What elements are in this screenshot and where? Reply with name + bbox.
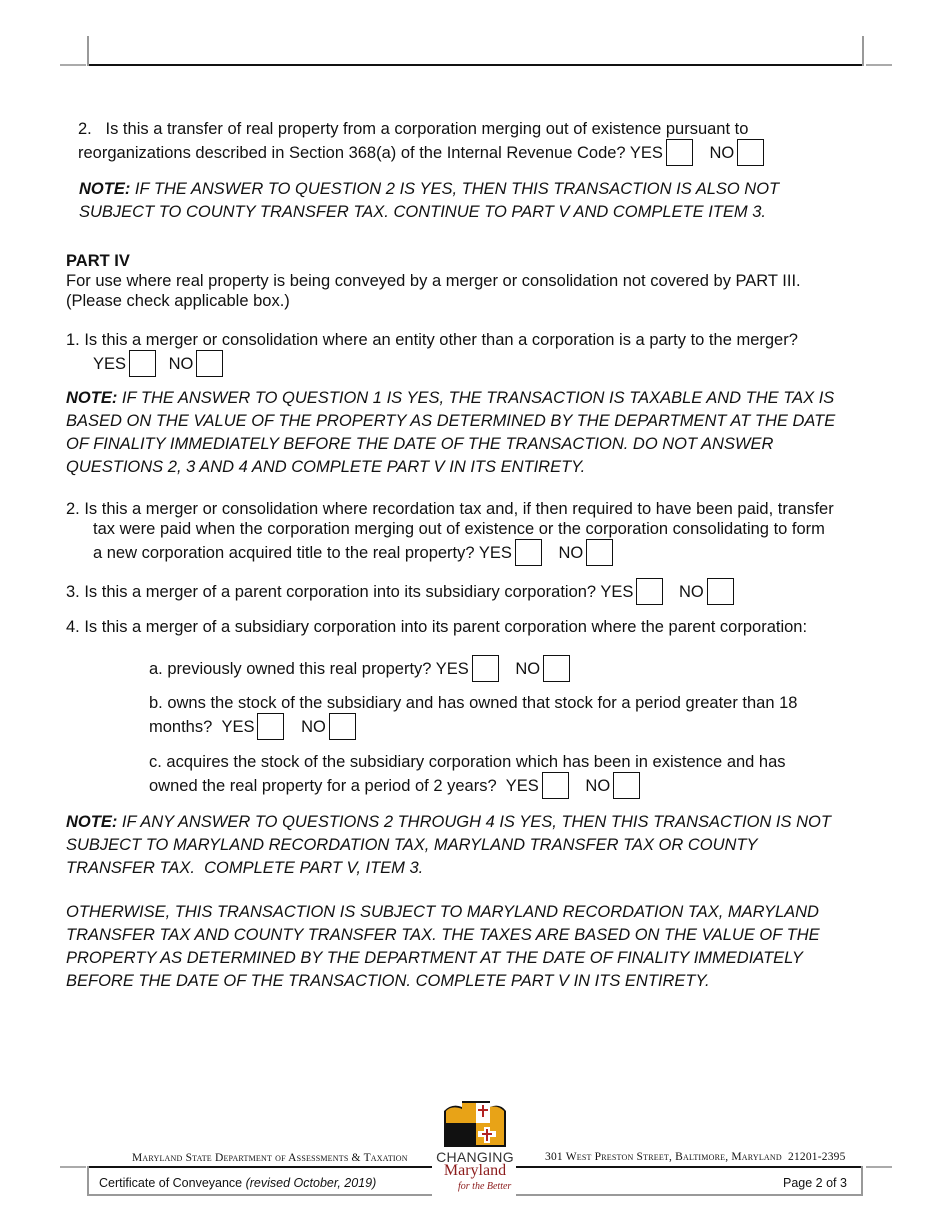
no-checkbox[interactable] [613,772,640,799]
part4-question-4a [149,655,573,682]
part3-note [79,178,899,224]
part4-question-4b [149,693,869,740]
yes-checkbox[interactable] [542,772,569,799]
note-label: NOTE: [79,180,131,198]
note-text: IF THE ANSWER TO QUESTION 2 IS YES, THEN THIS TRANSACTION IS ALSO NOT [130,180,780,198]
note-text: PROPERTY AS DETERMINED BY THE DEPARTMENT AT THE DATE OF FINALITY IMMEDIATELY [66,949,803,967]
question-text: tax were paid when the corporation merging out of existence or the corporation consolidating to form [93,520,825,538]
header-dash-left [60,64,86,66]
part4-note-2 [66,811,926,880]
yes-checkbox[interactable] [129,350,156,377]
no-label: NO [585,777,611,795]
footer-dash-right [866,1166,892,1168]
note-text: TRANSFER TAX AND COUNTY TRANSFER TAX. THE TAXES ARE BASED ON THE VALUE OF THE [66,926,820,944]
yes-checkbox[interactable] [666,139,693,166]
note-text: OF FINALITY IMMEDIATELY BEFORE THE DATE OF THE TRANSACTION. DO NOT ANSWER [66,435,774,453]
yes-label: YES [93,355,127,373]
part4-question-4: 4. Is this a merger of a subsidiary corporation into its parent corporation where the parent corporation: [66,618,808,636]
intro-text: (Please check applicable box.) [66,292,290,310]
no-label: NO [515,660,541,678]
part4-question-3 [66,578,737,605]
note-text: BEFORE THE DATE OF THE TRANSACTION. COMPLETE PART V IN ITS ENTIRETY. [66,972,710,990]
intro-text: For use where real property is being conveyed by a merger or consolidation not covered by PART III. [66,272,801,290]
note-label: NOTE: [66,389,118,407]
question-text: months? YES [149,718,255,736]
question-text: reorganizations described in Section 368(a) of the Internal Revenue Code? YES [78,144,663,162]
note-text: TRANSFER TAX. COMPLETE PART V, ITEM 3. [66,859,424,877]
question-text: c. acquires the stock of the subsidiary corporation which has been in existence and has [149,753,786,771]
part4-question-1 [66,330,926,377]
footer-address: 301 West Preston Street, Baltimore, Maryland 21201-2395 [545,1151,846,1163]
footer-rule-bottom-right [516,1194,862,1196]
note-text: BASED ON THE VALUE OF THE PROPERTY AS DETERMINED BY THE DEPARTMENT AT THE DATE [66,412,836,430]
footer-dash-left [60,1166,86,1168]
no-checkbox[interactable] [737,139,764,166]
logo-maryland-text: Maryland [443,1162,507,1179]
question-text: b. owns the stock of the subsidiary and has owned that stock for a period greater than 18 [149,694,798,712]
part4-heading: PART IV [66,252,130,270]
no-checkbox[interactable] [329,713,356,740]
maryland-flag-icon [432,1099,518,1149]
no-label: NO [558,544,584,562]
logo-better-text: for the Better [458,1181,512,1192]
changing-maryland-logo [432,1099,518,1194]
footer-rule-right [516,1166,862,1168]
yes-checkbox[interactable] [472,655,499,682]
footer-tick-right [861,1166,863,1196]
no-checkbox[interactable] [196,350,223,377]
footer-form-name [99,1173,376,1193]
part4-otherwise-note [66,901,926,993]
footer-rule-left [88,1166,432,1168]
question-text: 1. Is this a merger or consolidation where an entity other than a corporation is a party to the merger? [66,331,798,349]
part4-question-4c [149,752,869,799]
no-checkbox[interactable] [543,655,570,682]
footer-rule-bottom-left [88,1194,432,1196]
footer-page-number: Page 2 of 3 [783,1176,847,1190]
no-checkbox[interactable] [586,539,613,566]
header-tick-right [862,36,864,66]
part4-note-1 [66,387,926,479]
question-text: 2. Is this a merger or consolidation where recordation tax and, if then required to have been paid, transfer [66,500,834,518]
question-text: a. previously owned this real property? YES [149,660,469,678]
question-text: owned the real property for a period of 2 years? YES [149,777,539,795]
note-text: SUBJECT TO COUNTY TRANSFER TAX. CONTINUE TO PART V AND COMPLETE ITEM 3. [79,203,766,221]
no-label: NO [709,144,735,162]
question-text: 3. Is this a merger of a parent corporation into its subsidiary corporation? YES [66,583,634,601]
footer-tick-left [87,1166,89,1196]
form-name-text: Certificate of Conveyance [99,1176,246,1190]
no-label: NO [679,583,704,601]
part4-question-2 [66,499,926,566]
no-label: NO [168,355,194,373]
note-text: QUESTIONS 2, 3 AND 4 AND COMPLETE PART V IN ITS ENTIRETY. [66,458,586,476]
revised-text: (revised October, 2019) [245,1176,377,1190]
note-label: NOTE: [66,813,118,831]
part3-question-2 [78,119,878,166]
question-text: a new corporation acquired title to the real property? YES [93,544,512,562]
note-text: IF THE ANSWER TO QUESTION 1 IS YES, THE TRANSACTION IS TAXABLE AND THE TAX IS [117,389,835,407]
header-dash-right [866,64,892,66]
note-text: SUBJECT TO MARYLAND RECORDATION TAX, MARYLAND TRANSFER TAX OR COUNTY [66,836,758,854]
part4-intro [66,271,926,311]
header-rule [88,64,864,66]
no-label: NO [301,718,326,736]
note-text: OTHERWISE, THIS TRANSACTION IS SUBJECT TO MARYLAND RECORDATION TAX, MARYLAND [66,903,819,921]
footer-agency: Maryland State Department of Assessments & Taxation [132,1152,408,1164]
yes-checkbox[interactable] [515,539,542,566]
note-text: IF ANY ANSWER TO QUESTIONS 2 THROUGH 4 IS YES, THEN THIS TRANSACTION IS NOT [117,813,831,831]
yes-checkbox[interactable] [636,578,663,605]
header-tick-left [87,36,89,66]
yes-checkbox[interactable] [257,713,284,740]
logo-changing-text: CHANGING [436,1149,514,1165]
question-text: 2. Is this a transfer of real property from a corporation merging out of existence pursuant to [78,120,749,138]
no-checkbox[interactable] [707,578,734,605]
